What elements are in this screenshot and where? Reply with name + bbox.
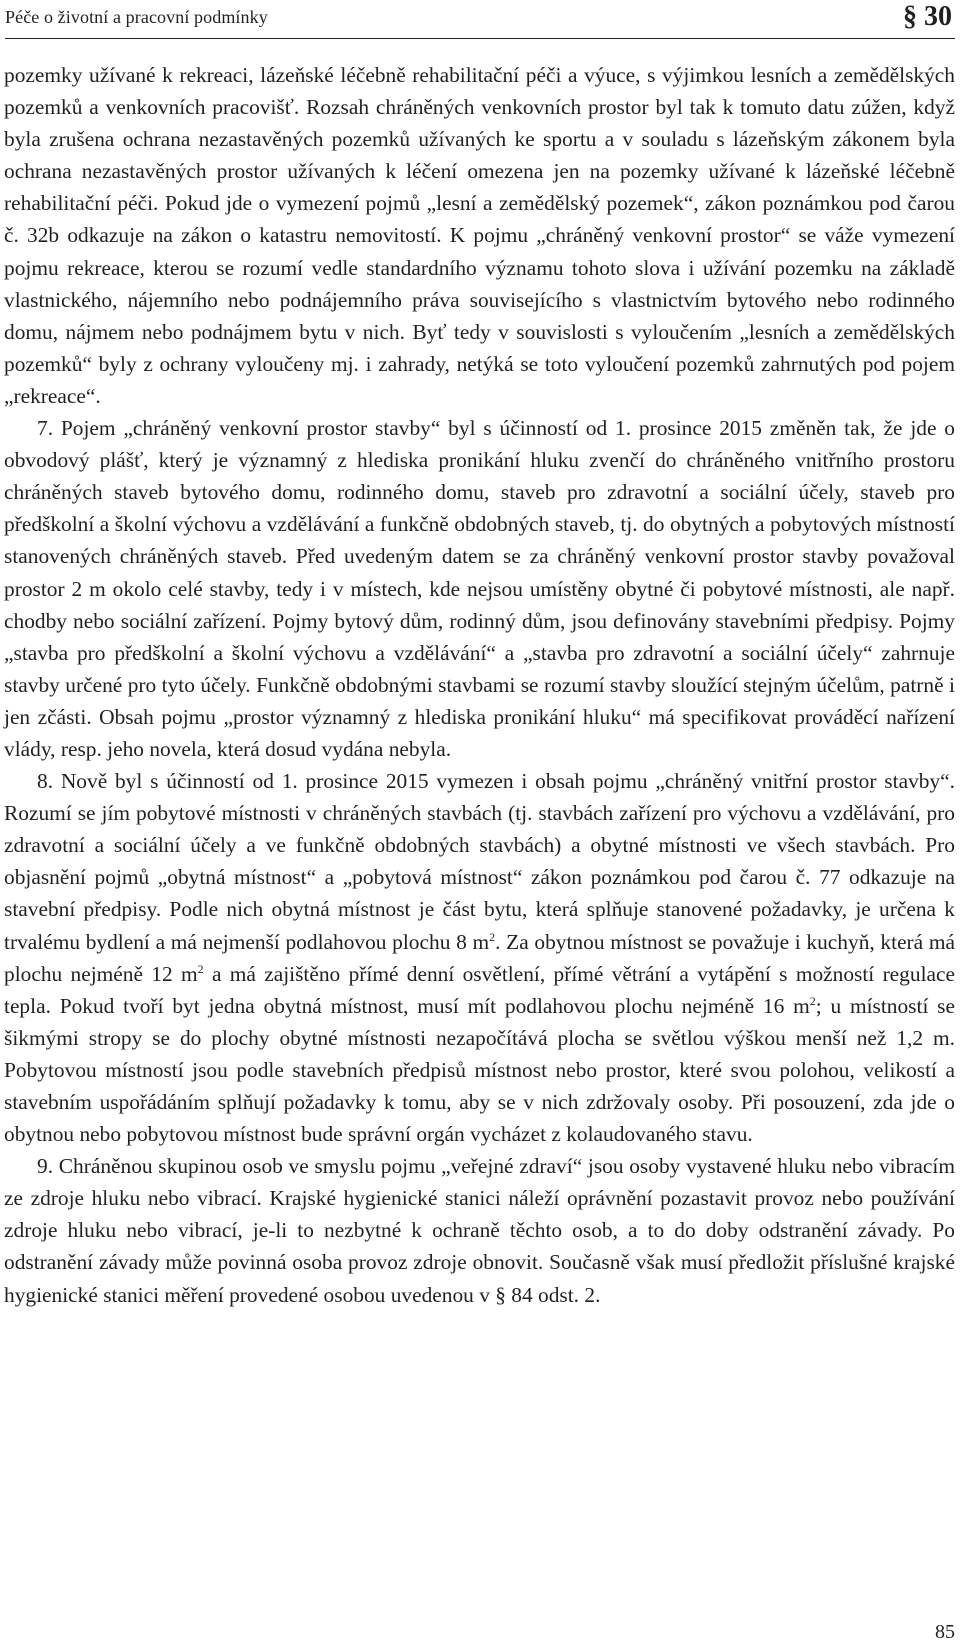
paragraph-8: [4, 765, 955, 1150]
section-number: § 30: [903, 1, 952, 32]
paragraph-8-part-1: 8. Nově byl s účinností od 1. prosince 2015 vymezen i obsah pojmu „chráněný vnitřní prostor stavby“. Rozumí se jím pobytové místnosti v chráněných stavbách (tj. stavbách zařízení pro výchovu a vzdělávání, pro zdravotní a sociální účely a ve funkčně obdobných stavbách) a obytné místnosti ve všech stavbách. Pro objasnění pojmů „obytná místnost“ a „pobytová místnost“ zákon poznámkou pod čarou č. 77 odkazuje na stavební předpisy. Podle nich obytná místnost je část bytu, která splňuje stanovené požadavky, je určena k trvalému bydlení a má nejmenší podlahovou plochu 8 m: [4, 769, 955, 954]
document-body: [4, 59, 955, 1311]
page-header: [5, 0, 955, 39]
paragraph-9: 9. Chráněnou skupinou osob ve smyslu pojmu „veřejné zdraví“ jsou osoby vystavené hluku nebo vibracím ze zdroje hluku nebo vibrací. Krajské hygienické stanici náleží oprávnění pozastavit provoz nebo používání zdroje hluku nebo vibrací, je-li to nezbytné k ochraně těchto osob, a to do doby odstranění závady. Po odstranění závady může povinná osoba provoz zdroje obnovit. Současně však musí předložit příslušné krajské hygienické stanici měření provedené osobou uvedenou v § 84 odst. 2.: [4, 1154, 955, 1307]
paragraph-8-part-4: ; u místností se šikmými stropy se do plochy obytné místnosti nezapočítává plocha se světlou výškou menší než 1,2 m. Pobytovou místností jsou podle stavebních předpisů místnost nebo prostor, které svou polohou, velikostí a stavebním uspořádáním splňují požadavky k tomu, aby se v nich zdržovaly osoby. Při posouzení, zda jde o obytnou nebo pobytovou místnost bude správní orgán vycházet z kolaudovaného stavu.: [4, 993, 955, 1147]
paragraph-8-part-3: a má zajištěno přímé denní osvětlení, přímé větrání a vytápění s možností regulace tepla. Pokud tvoří byt jedna obytná místnost, musí mít podlahovou plochu nejméně 16 m: [4, 961, 955, 1018]
paragraph-continuation: pozemky užívané k rekreaci, lázeňské léčebně rehabilitační péči a výuce, s výjimkou lesních a zemědělských pozemků a venkovních pracovišť. Rozsah chráněných venkovních prostor byl tak k tomuto datu zúžen, když byla zrušena ochrana nezastavěných pozemků užívaných ke sportu a v souladu s lázeňským zákonem byla ochrana nezastavěných prostor užívaných k léčení omezena jen na pozemky užívané k lázeňské léčebně rehabilitační péči. Pokud jde o vymezení pojmů „lesní a zemědělský pozemek“, zákon poznámkou pod čarou č. 32b odkazuje na zákon o katastru nemovitostí. K pojmu „chráněný venkovní prostor“ se váže vymezení pojmu rekreace, kterou se rozumí vedle standardního významu tohoto slova i užívání pozemku na základě vlastnického, nájemního nebo podnájemního práva souvisejícího s vlastnictvím bytového nebo rodinného domu, nájmem nebo podnájmem bytu v nich. Byť tedy v souvislosti s vyloučením „lesních a zemědělských pozemků“ byly z ochrany vyloučeny mj. i zahrady, netýká se toto vyloučení pozemků zahrnutých pod pojem „rekreace“.: [4, 63, 955, 408]
paragraph-8-part-2: . Za obytnou místnost se považuje i kuchyň, která má plochu nejméně 12 m: [4, 929, 955, 986]
superscript-2: 2: [489, 929, 496, 944]
paragraph-7: 7. Pojem „chráněný venkovní prostor stavby“ byl s účinností od 1. prosince 2015 změněn tak, že jde o obvodový plášť, který je významný z hlediska pronikání hluku zvenčí do chráněného vnitřního prostoru chráněných staveb bytového domu, rodinného domu, staveb pro zdravotní a sociální účely, staveb pro předškolní a školní výchovu a vzdělávání a funkčně obdobných staveb, tj. do obytných a pobytových místností stanovených chráněných staveb. Před uvedeným datem se za chráněný venkovní prostor stavby považoval prostor 2 m okolo celé stavby, tedy i v místech, kde nejsou umístěny obytné či pobytové místnosti, ale např. chodby nebo sociální zařízení. Pojmy bytový dům, rodinný dům, jsou definovány stavebními předpisy. Pojmy „stavba pro předškolní a školní výchovu a vzdělávání“ a „stavba pro zdravotní a sociální účely“ zahrnuje stavby určené pro tyto účely. Funkčně obdobnými stavbami se rozumí stavby sloužící stejným účelům, patrně i jen zčásti. Obsah pojmu „prostor významný z hlediska pronikání hluku“ má specifikovat prováděcí nařízení vlády, resp. jeho novela, která dosud vydána nebyla.: [4, 416, 955, 761]
superscript-2: 2: [809, 993, 816, 1008]
superscript-2: 2: [197, 961, 204, 976]
running-title: Péče o životní a pracovní podmínky: [5, 7, 268, 27]
page-number: 85: [935, 1621, 955, 1643]
